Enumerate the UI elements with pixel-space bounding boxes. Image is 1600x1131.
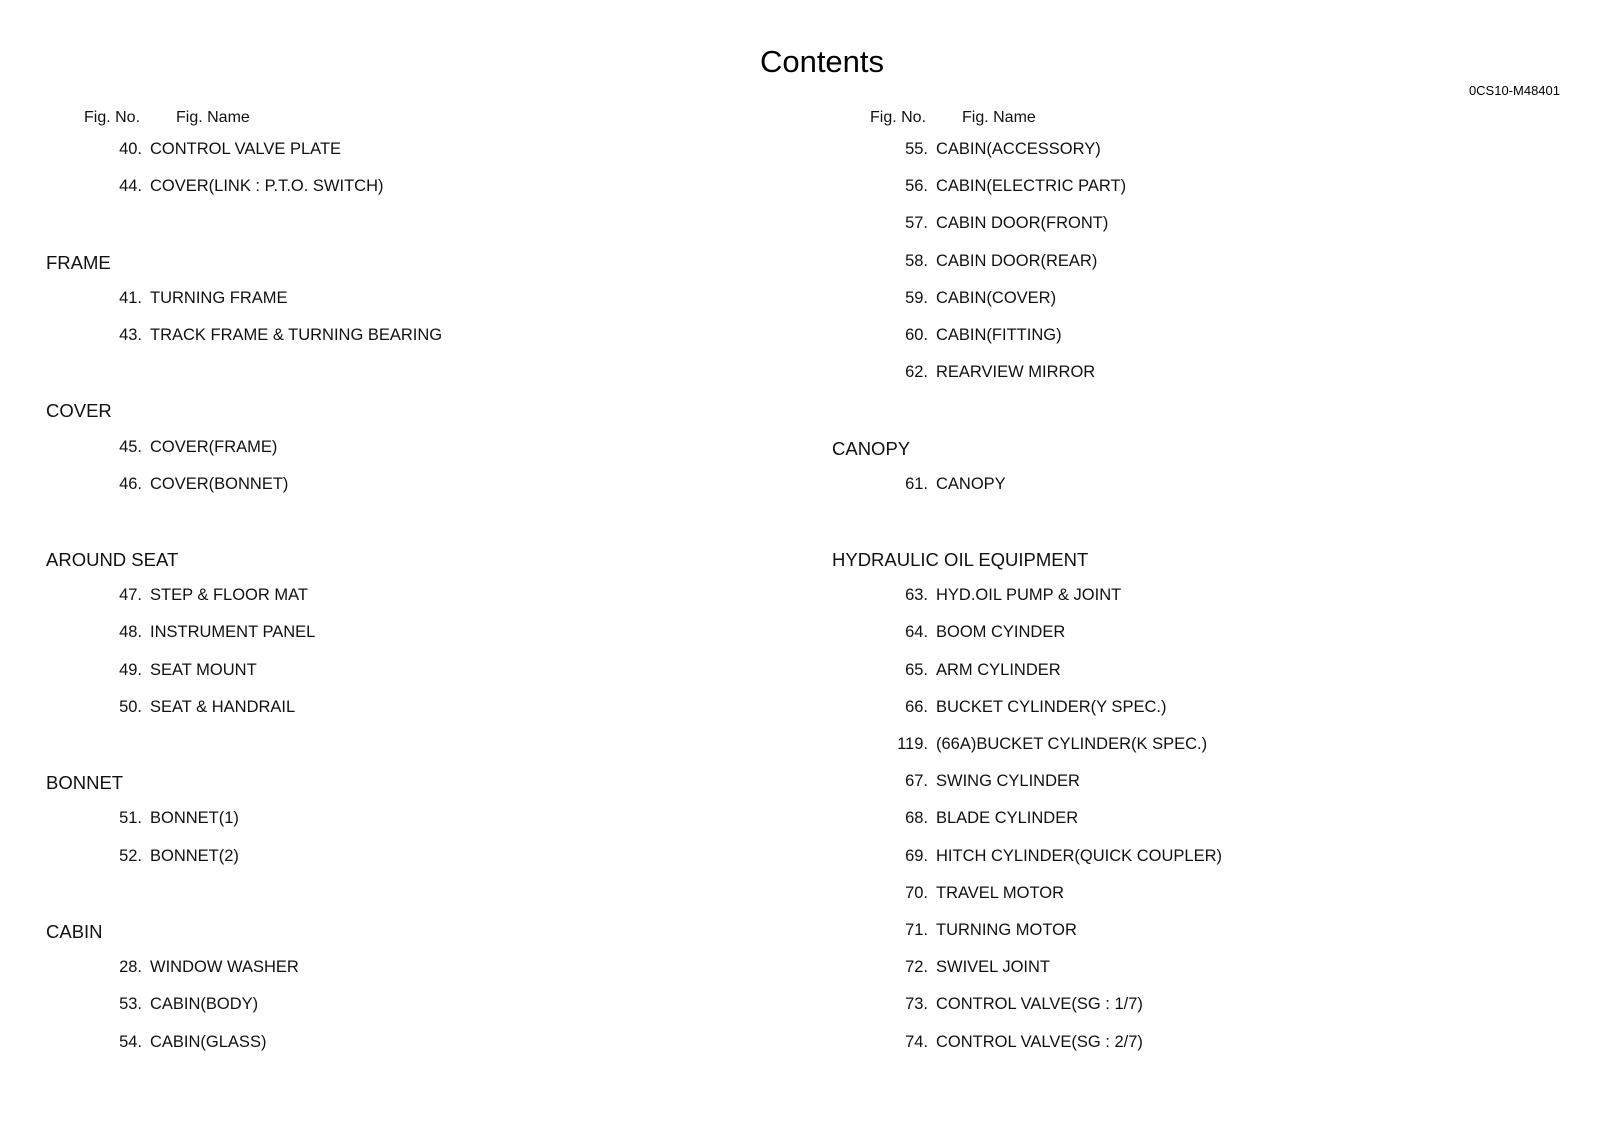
fig-number: 56.: [905, 177, 928, 196]
fig-number: 61.: [905, 474, 928, 493]
fig-no-header: Fig. No.: [870, 109, 927, 126]
fig-name: CABIN(FITTING): [936, 325, 1062, 344]
fig-name: COVER(LINK : P.T.O. SWITCH): [150, 177, 384, 196]
contents-entry[interactable]: [832, 204, 1572, 241]
contents-entry[interactable]: [46, 167, 786, 204]
contents-entry[interactable]: [46, 130, 786, 167]
fig-name: (66A)BUCKET CYLINDER(K SPEC.): [936, 735, 1208, 753]
fig-name: TURNING FRAME: [150, 288, 288, 307]
spacer-row: [46, 353, 786, 390]
fig-number: 49.: [119, 660, 142, 679]
contents-entry[interactable]: [46, 465, 786, 502]
spacer-row: [832, 390, 1572, 427]
contents-entry[interactable]: [46, 576, 786, 613]
contents-list-right: [832, 130, 1572, 1060]
fig-number: 47.: [119, 586, 142, 605]
contents-entry[interactable]: [46, 651, 786, 688]
fig-number: 119.: [897, 735, 928, 753]
column-header: [46, 106, 786, 130]
fig-number: 46.: [119, 474, 142, 493]
contents-entry[interactable]: [832, 576, 1572, 613]
section-heading-row: [46, 911, 786, 948]
fig-number: 54.: [119, 1032, 142, 1051]
fig-number: 67.: [905, 772, 928, 791]
fig-number: 62.: [905, 363, 928, 382]
spacer-row: [832, 502, 1572, 539]
section-heading-row: [832, 428, 1572, 465]
spacer-row: [46, 502, 786, 539]
contents-entry[interactable]: [832, 167, 1572, 204]
fig-no-header: Fig. No.: [84, 109, 141, 126]
fig-name: INSTRUMENT PANEL: [150, 623, 316, 642]
spacer-row: [46, 874, 786, 911]
fig-name: HYD.OIL PUMP & JOINT: [936, 586, 1122, 605]
fig-number: 52.: [119, 846, 142, 865]
contents-entry[interactable]: [46, 428, 786, 465]
fig-number: 58.: [905, 251, 928, 270]
fig-name: CONTROL VALVE PLATE: [150, 140, 342, 158]
fig-name: SEAT & HANDRAIL: [150, 697, 296, 716]
document-id: 0CS10-M48401: [1468, 83, 1560, 98]
fig-number: 66.: [905, 697, 928, 716]
fig-name: SWING CYLINDER: [936, 772, 1080, 791]
section-heading: CANOPY: [832, 437, 911, 459]
section-heading-row: [832, 539, 1572, 576]
fig-name-header: Fig. Name: [176, 109, 250, 126]
fig-name: CABIN(BODY): [150, 995, 259, 1014]
contents-entry[interactable]: [832, 465, 1572, 502]
spacer-row: [46, 204, 786, 241]
fig-number: 71.: [905, 920, 928, 939]
fig-name: SWIVEL JOINT: [936, 958, 1050, 977]
contents-entry[interactable]: [46, 1023, 786, 1060]
contents-entry[interactable]: [832, 837, 1572, 874]
contents-entry[interactable]: [46, 799, 786, 836]
section-heading-row: [46, 762, 786, 799]
contents-entry[interactable]: [832, 985, 1572, 1022]
fig-number: 64.: [905, 623, 928, 642]
fig-number: 40.: [119, 140, 142, 158]
contents-entry[interactable]: [832, 130, 1572, 167]
contents-entry[interactable]: [832, 688, 1572, 725]
section-heading-row: [46, 242, 786, 279]
contents-entry[interactable]: [832, 725, 1572, 762]
fig-name: CABIN(COVER): [936, 288, 1057, 307]
fig-number: 60.: [905, 325, 928, 344]
fig-number: 51.: [119, 809, 142, 828]
fig-name: TRAVEL MOTOR: [936, 883, 1065, 902]
page-title: Contents: [759, 44, 885, 79]
contents-entry[interactable]: [832, 353, 1572, 390]
fig-number: 53.: [119, 995, 142, 1014]
fig-number: 57.: [905, 214, 928, 233]
fig-name: BOOM CYINDER: [936, 623, 1066, 642]
contents-list-left: [46, 130, 786, 1060]
contents-entry[interactable]: [832, 242, 1572, 279]
fig-name: TURNING MOTOR: [936, 920, 1077, 939]
fig-name: CANOPY: [936, 474, 1006, 493]
left-column: [46, 106, 786, 1060]
fig-name: BUCKET CYLINDER(Y SPEC.): [936, 697, 1167, 716]
contents-entry[interactable]: [832, 651, 1572, 688]
section-heading: COVER: [46, 400, 112, 422]
fig-number: 68.: [905, 809, 928, 828]
fig-name: STEP & FLOOR MAT: [150, 586, 308, 605]
fig-number: 44.: [119, 177, 142, 196]
section-heading-row: [46, 390, 786, 427]
right-column: [832, 106, 1572, 1060]
fig-number: 28.: [119, 958, 142, 977]
contents-entry[interactable]: [832, 316, 1572, 353]
fig-number: 43.: [119, 325, 142, 344]
contents-entry[interactable]: [46, 837, 786, 874]
fig-number: 48.: [119, 623, 142, 642]
contents-entry[interactable]: [46, 613, 786, 650]
fig-name: CONTROL VALVE(SG : 1/7): [936, 995, 1143, 1014]
contents-entry[interactable]: [832, 874, 1572, 911]
contents-entry[interactable]: [832, 948, 1572, 985]
fig-number: 55.: [905, 140, 928, 158]
fig-number: 70.: [905, 883, 928, 902]
contents-entry[interactable]: [832, 799, 1572, 836]
fig-name: CABIN DOOR(REAR): [936, 251, 1098, 270]
fig-name: CONTROL VALVE(SG : 2/7): [936, 1032, 1143, 1051]
column-header: [832, 106, 1572, 130]
fig-name: CABIN(GLASS): [150, 1032, 267, 1051]
contents-entry[interactable]: [832, 911, 1572, 948]
contents-entry[interactable]: [46, 316, 786, 353]
fig-name: BONNET(1): [150, 809, 239, 828]
contents-entry[interactable]: [832, 279, 1572, 316]
fig-number: 41.: [119, 288, 142, 307]
contents-entry[interactable]: [46, 279, 786, 316]
section-heading: FRAME: [46, 251, 111, 273]
fig-name: TRACK FRAME & TURNING BEARING: [150, 325, 443, 344]
fig-name: COVER(FRAME): [150, 437, 278, 456]
fig-number: 73.: [905, 995, 928, 1014]
section-heading: HYDRAULIC OIL EQUIPMENT: [832, 549, 1089, 571]
fig-name: CABIN DOOR(FRONT): [936, 214, 1109, 233]
fig-name: WINDOW WASHER: [150, 958, 299, 977]
contents-entry[interactable]: [832, 762, 1572, 799]
fig-name-header: Fig. Name: [962, 109, 1036, 126]
contents-entry[interactable]: [832, 1023, 1572, 1060]
fig-name: BLADE CYLINDER: [936, 809, 1079, 828]
section-heading: CABIN: [46, 920, 103, 942]
contents-entry[interactable]: [46, 948, 786, 985]
fig-number: 45.: [119, 437, 142, 456]
fig-name: COVER(BONNET): [150, 474, 289, 493]
fig-name: ARM CYLINDER: [936, 660, 1061, 679]
fig-name: REARVIEW MIRROR: [936, 363, 1096, 382]
fig-name: CABIN(ACCESSORY): [936, 140, 1101, 158]
fig-number: 72.: [905, 958, 928, 977]
section-heading: AROUND SEAT: [46, 549, 179, 571]
fig-number: 50.: [119, 697, 142, 716]
fig-number: 65.: [905, 660, 928, 679]
section-heading-row: [46, 539, 786, 576]
fig-number: 69.: [905, 846, 928, 865]
fig-name: HITCH CYLINDER(QUICK COUPLER): [936, 846, 1223, 865]
fig-number: 59.: [905, 288, 928, 307]
fig-name: BONNET(2): [150, 846, 239, 865]
fig-number: 63.: [905, 586, 928, 605]
fig-name: CABIN(ELECTRIC PART): [936, 177, 1127, 196]
contents-entry[interactable]: [46, 985, 786, 1022]
spacer-row: [46, 725, 786, 762]
contents-entry[interactable]: [832, 613, 1572, 650]
fig-number: 74.: [905, 1032, 928, 1051]
fig-name: SEAT MOUNT: [150, 660, 257, 679]
contents-entry[interactable]: [46, 688, 786, 725]
section-heading: BONNET: [46, 772, 124, 794]
